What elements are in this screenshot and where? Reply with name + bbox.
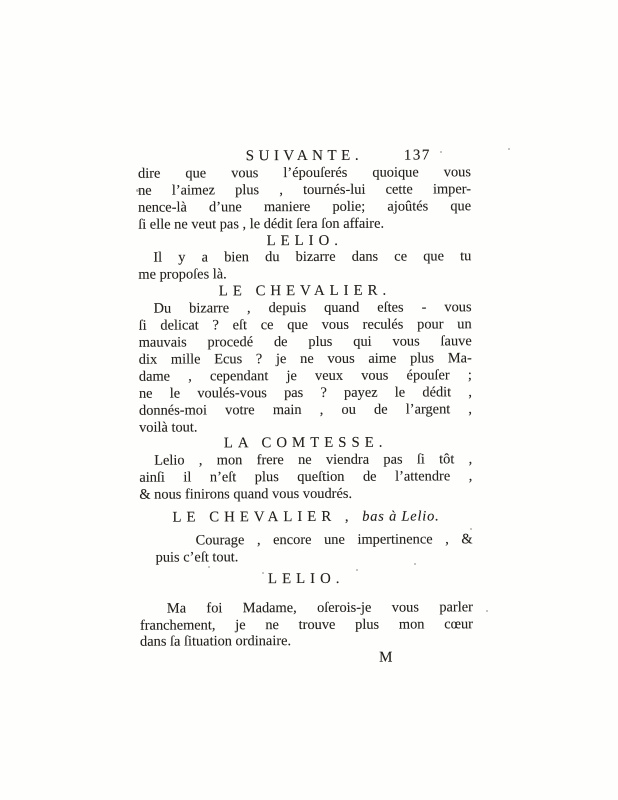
text-line: ne le voulés-vous pas ? payez le dédit , xyxy=(138,383,472,402)
scan-speck xyxy=(508,148,510,150)
scan-speck xyxy=(440,151,442,153)
speaker-name: LELIO. xyxy=(267,570,345,587)
play-text xyxy=(138,164,473,651)
speaker-heading xyxy=(138,232,471,250)
text-line: voilà tout. xyxy=(139,418,198,436)
text-line: & nous finirons quand vous voudrés. xyxy=(139,485,353,503)
paragraph xyxy=(139,452,472,504)
speaker-name: LELIO. xyxy=(266,232,344,249)
text-line: ne l’aimez plus , tournés-lui cette imper- xyxy=(138,181,472,199)
speaker-heading xyxy=(140,570,473,588)
scan-speck xyxy=(208,566,210,568)
speaker-heading xyxy=(139,508,472,526)
text-line: Lelio , mon frere ne viendra pas ſi tôt , xyxy=(154,451,473,469)
running-title: SUIVANTE. xyxy=(245,147,364,165)
text-line: dire que vous l’épouſerés quoique vous xyxy=(137,164,472,182)
paragraph xyxy=(156,531,473,566)
paragraph xyxy=(140,599,473,651)
speaker-name: LA COMTESSE. xyxy=(223,435,388,452)
text-column xyxy=(138,147,473,668)
scan-speck xyxy=(486,610,488,612)
text-line: franchement, je ne trouve plus mon cœur xyxy=(139,615,473,634)
text-line: dans ſa ſituation ordinaire. xyxy=(139,633,292,651)
stage-direction: bas à Lelio. xyxy=(362,508,440,525)
paragraph xyxy=(138,249,471,284)
speaker-name: LE CHEVALIER. xyxy=(218,282,392,300)
paragraph xyxy=(138,164,471,233)
text-line: donnés-moi votre main , ou de l’argent , xyxy=(138,400,473,419)
signature-line xyxy=(140,650,473,668)
signature-mark: M xyxy=(379,649,393,667)
text-line: Il y a bien du bizarre dans ce que tu xyxy=(153,248,472,267)
speaker-heading xyxy=(138,283,471,301)
running-head xyxy=(138,147,471,165)
text-line: ainſi il n’eſt plus queſtion de l’attendre , xyxy=(139,468,473,486)
scan-speck xyxy=(136,189,139,192)
text-line: ſi elle ne veut pas , le dédit ſera ſon affaire. xyxy=(138,215,385,233)
text-line: Courage , encore une impertinence , & xyxy=(195,531,473,549)
speaker-heading xyxy=(139,435,472,453)
text-line: me propoſes là. xyxy=(138,266,227,284)
scan-speck xyxy=(470,528,472,530)
speaker-name: LE CHEVALIER , xyxy=(172,508,354,526)
scan-speck xyxy=(414,563,416,565)
text-line: ſi delicat ? eſt ce que vous reculés pour un xyxy=(138,316,472,334)
scan-speck xyxy=(262,572,264,574)
paragraph xyxy=(139,299,473,436)
text-line: dame , cependant je veux vous épouſer ; xyxy=(138,367,472,385)
text-line: nence-là d’une maniere polie; ajoûtés que xyxy=(138,197,472,216)
text-line: Du bizarre , depuis quand eſtes - vous xyxy=(153,299,472,317)
page-number: 137 xyxy=(403,147,431,164)
scan-speck xyxy=(356,569,358,571)
text-line: puis c’eſt tout. xyxy=(155,549,239,566)
text-line: dix mille Ecus ? je ne vous aime plus Ma- xyxy=(138,350,472,368)
text-line: Ma foi Madame, oſerois-je vous parler xyxy=(166,598,473,617)
text-line: mauvais procedé de plus qui vous ſauve xyxy=(138,333,472,351)
